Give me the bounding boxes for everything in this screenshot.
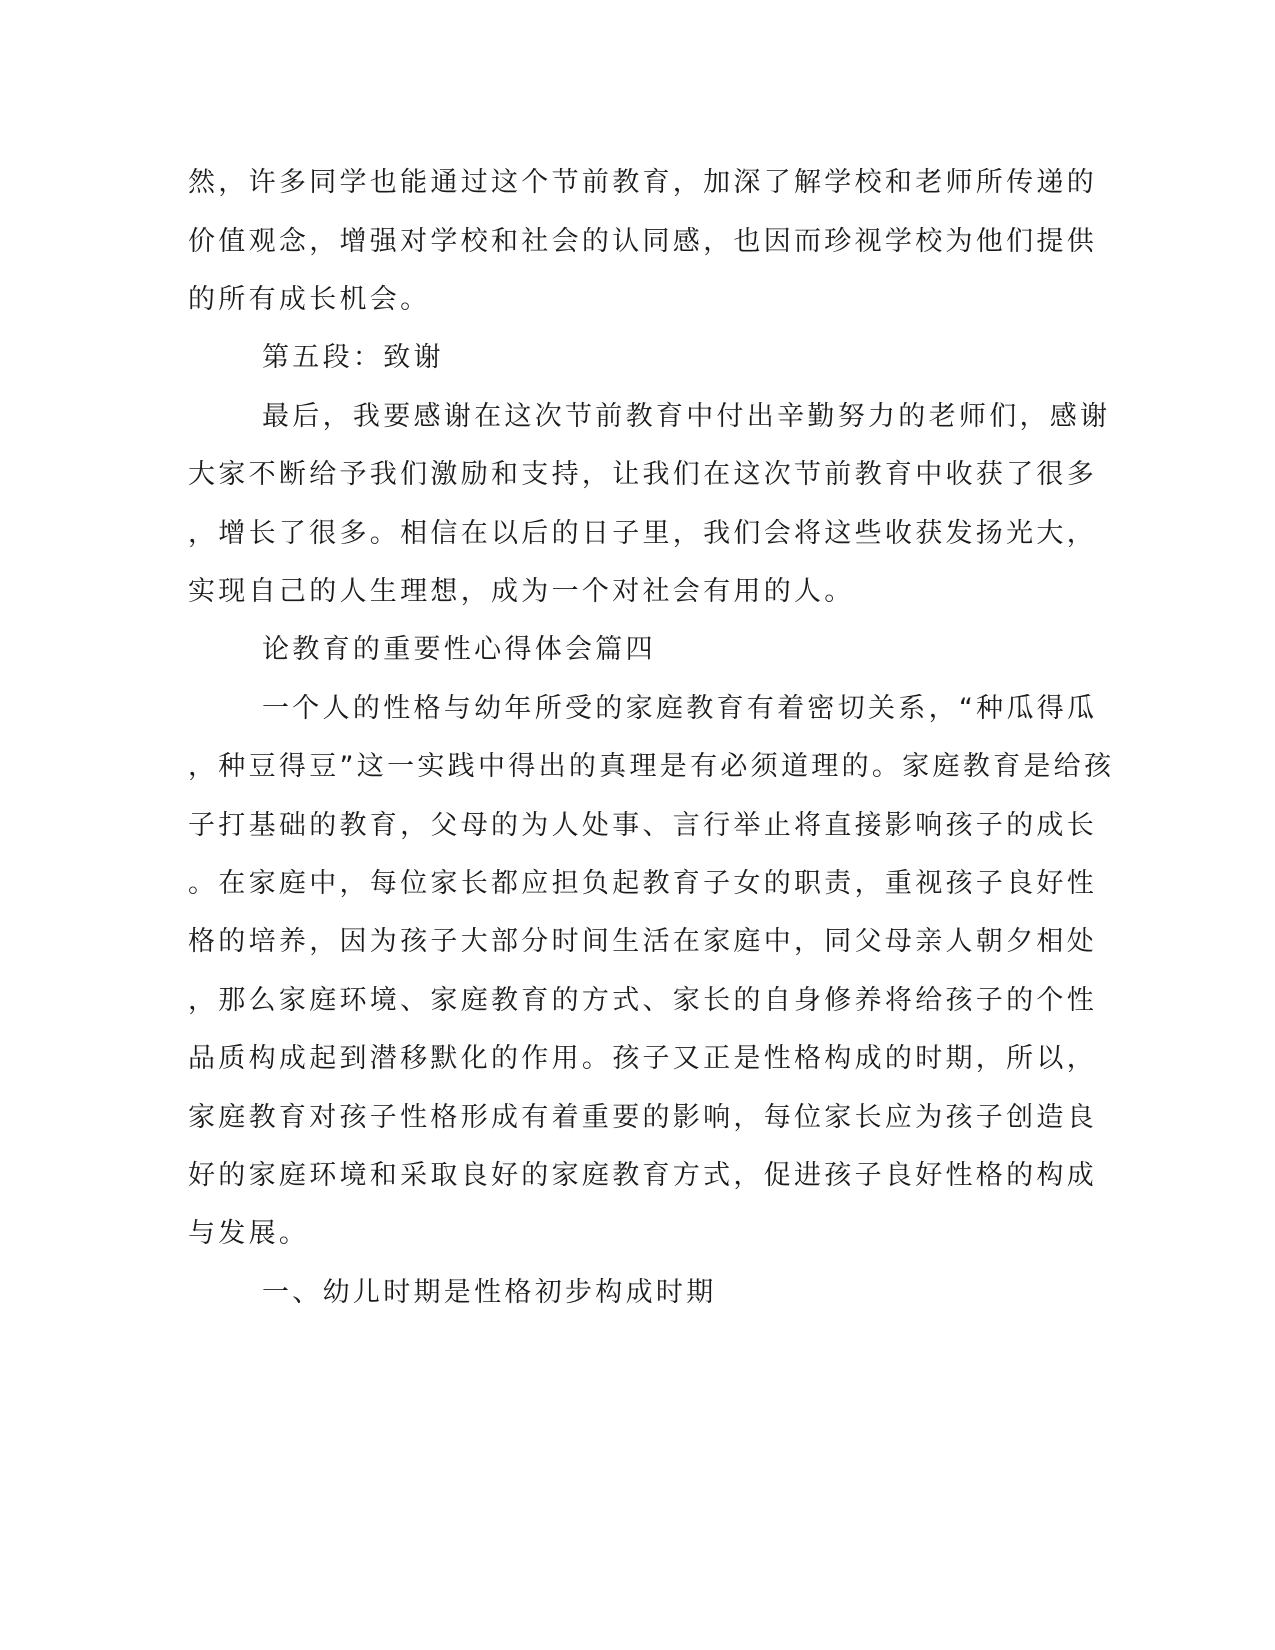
text-line: 格的培养，因为孩子大部分时间生活在家庭中，同父母亲人朝夕相处 (188, 926, 1097, 957)
text-line: 的所有成长机会。 (188, 284, 431, 315)
text-line: 与发展。 (188, 1218, 310, 1249)
text-line: 子打基础的教育，父母的为人处事、言行举止将直接影响孩子的成长 (188, 810, 1097, 841)
text-line: ，那么家庭环境、家庭教育的方式、家长的自身修养将给孩子的个性 (188, 985, 1097, 1016)
text-line: 最后，我要感谢在这次节前教育中付出辛勤努力的老师们，感谢 (262, 401, 1111, 432)
text-line: 品质构成起到潜移默化的作用。孩子又正是性格构成的时期，所以， (188, 1043, 1097, 1074)
text-line: 大家不断给予我们激励和支持，让我们在这次节前教育中收获了很多 (188, 459, 1097, 490)
article-title: 论教育的重要性心得体会篇四 (262, 634, 656, 665)
section-heading: 第五段：致谢 (262, 342, 444, 373)
section-heading: 一、幼儿时期是性格初步构成时期 (262, 1277, 717, 1308)
text-line: 一个人的性格与幼年所受的家庭教育有着密切关系，“种瓜得瓜 (262, 693, 1098, 724)
text-line: 价值观念，增强对学校和社会的认同感，也因而珍视学校为他们提供 (188, 226, 1097, 257)
text-line: ，种豆得豆”这一实践中得出的真理是有必须道理的。家庭教育是给孩 (188, 751, 1115, 782)
text-line: 实现自己的人生理想，成为一个对社会有用的人。 (188, 576, 855, 607)
text-line: 。在家庭中，每位家长都应担负起教育子女的职责，重视孩子良好性 (188, 868, 1097, 899)
text-line: 好的家庭环境和采取良好的家庭教育方式，促进孩子良好性格的构成 (188, 1160, 1097, 1191)
text-line: 家庭教育对孩子性格形成有着重要的影响，每位家长应为孩子创造良 (188, 1102, 1097, 1133)
text-line: ，增长了很多。相信在以后的日子里，我们会将这些收获发扬光大， (188, 518, 1097, 549)
text-line: 然，许多同学也能通过这个节前教育，加深了解学校和老师所传递的 (188, 167, 1097, 198)
